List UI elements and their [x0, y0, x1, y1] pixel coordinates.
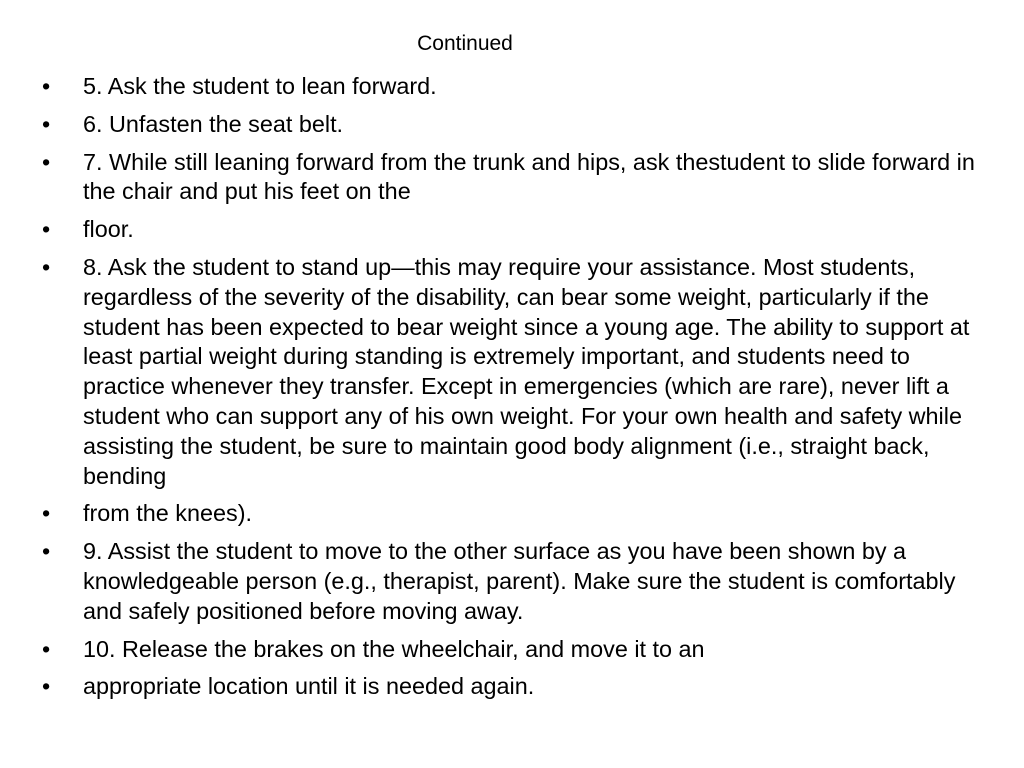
bullet-item	[40, 537, 990, 626]
bullet-text: 5. Ask the student to lean forward.	[83, 73, 437, 99]
bullet-dot-icon: •	[42, 673, 51, 700]
bullet-dot-icon: •	[42, 216, 51, 243]
bullet-item	[40, 148, 990, 208]
bullet-text: 7. While still leaning forward from the trunk and hips, ask thestudent to slide forward in the chair and put his feet on the	[83, 148, 975, 205]
bullet-dot-icon: •	[42, 73, 51, 99]
bullet-dot-icon: •	[42, 538, 51, 565]
bullet-item	[40, 72, 990, 102]
bullet-dot-icon: •	[42, 253, 51, 280]
bullet-text: appropriate location until it is needed again.	[83, 673, 535, 700]
bullet-dot-icon: •	[42, 635, 51, 662]
bullet-text: from the knees).	[83, 500, 252, 527]
bullet-item	[40, 635, 990, 665]
bullet-item	[40, 253, 990, 491]
bullet-list	[40, 72, 990, 710]
slide-title: Continued	[417, 32, 513, 55]
bullet-dot-icon: •	[42, 110, 51, 137]
bullet-text: 6. Unfasten the seat belt.	[83, 110, 344, 137]
bullet-text: 8. Ask the student to stand up—this may require your assistance. Most students, regardless of the severity of the disability, can bear some weight, particularly if the student has been expected to bear weight since a young age. The ability to support at least partial weight during standing is extremely important, and students need to practice whenever they transfer. Except in emergencies (which are rare), never lift a student who can support any of his own weight. For your own health and safety while assisting the student, be sure to maintain good body alignment (i.e., straight back, bending	[83, 253, 970, 489]
bullet-text: 10. Release the brakes on the wheelchair, and move it to an	[83, 635, 705, 662]
bullet-text: 9. Assist the student to move to the other surface as you have been shown by a knowledgeable person (e.g., therapist, parent). Make sure the student is comfortably and safely positioned before moving away.	[83, 538, 956, 624]
bullet-item	[40, 672, 990, 702]
bullet-text: floor.	[83, 216, 134, 243]
bullet-dot-icon: •	[42, 148, 51, 175]
bullet-item	[40, 215, 990, 245]
bullet-item	[40, 110, 990, 140]
bullet-dot-icon: •	[42, 500, 51, 527]
bullet-item	[40, 499, 990, 529]
